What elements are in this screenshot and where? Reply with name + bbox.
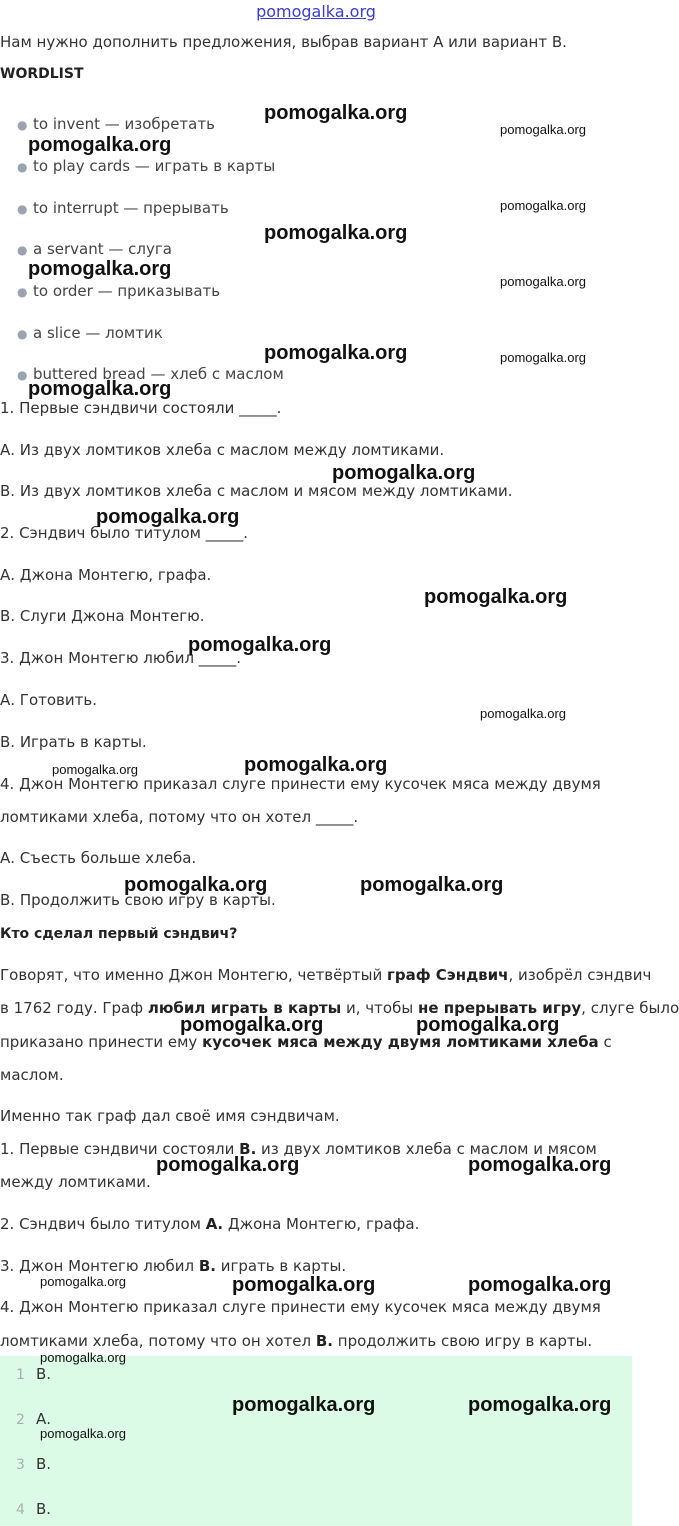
question-1-option-a: А. Из двух ломтиков хлеба с маслом между ломтиками.	[0, 441, 445, 459]
story-line: в 1762 году. Граф любил играть в карты и, чтобы не прерывать игру, слуге было	[0, 999, 679, 1017]
watermark: pomogalka.org	[244, 754, 388, 776]
watermark: pomogalka.org	[180, 1014, 324, 1036]
story-closing: Именно так граф дал своё имя сэндвичам.	[0, 1107, 340, 1125]
watermark: pomogalka.org	[52, 762, 138, 777]
watermark: pomogalka.org	[40, 1426, 126, 1441]
watermark: pomogalka.org	[232, 1394, 376, 1416]
question-4-line-1: 4. Джон Монтегю приказал слуге принести ему кусочек мяса между двумя	[0, 775, 601, 793]
bullet-icon: ●	[17, 242, 28, 257]
wordlist-heading: WORDLIST	[0, 66, 84, 82]
bullet-icon: ●	[17, 159, 28, 174]
watermark: pomogalka.org	[468, 1154, 612, 1176]
watermark: pomogalka.org	[124, 874, 268, 896]
watermark: pomogalka.org	[96, 506, 240, 528]
watermark: pomogalka.org	[500, 198, 586, 213]
watermark: pomogalka.org	[360, 874, 504, 896]
answer-row: 2 А.	[16, 1410, 52, 1428]
question-4-line-2: ломтиками хлеба, потому что он хотел _____.	[0, 808, 359, 826]
watermark: pomogalka.org	[468, 1394, 612, 1416]
filled-sentence-1: 1. Первые сэндвичи состояли B. из двух ломтиков хлеба с маслом и мясом	[0, 1140, 597, 1158]
watermark: pomogalka.org	[332, 462, 476, 484]
watermark: pomogalka.org	[28, 378, 172, 400]
watermark: pomogalka.org	[156, 1154, 300, 1176]
answer-row: 1 B.	[16, 1365, 52, 1383]
watermark: pomogalka.org	[416, 1014, 560, 1036]
question-1-option-b: B. Из двух ломтиков хлеба с маслом и мясом между ломтиками.	[0, 482, 513, 500]
wordlist-item: ● a slice — ломтик	[17, 324, 163, 342]
intro-text: Нам нужно дополнить предложения, выбрав вариант A или вариант B.	[0, 33, 567, 51]
question-1: 1. Первые сэндвичи состояли _____.	[0, 399, 282, 417]
story-line: маслом.	[0, 1066, 64, 1084]
wordlist-item: ● to play cards — играть в карты	[17, 157, 276, 175]
watermark: pomogalka.org	[28, 134, 172, 156]
bullet-icon: ●	[17, 326, 28, 341]
question-3-option-b: B. Играть в карты.	[0, 733, 147, 751]
answer-row: 4 B.	[16, 1500, 52, 1518]
filled-sentence-1-line-2: между ломтиками.	[0, 1173, 151, 1191]
watermark: pomogalka.org	[500, 122, 586, 137]
watermark: pomogalka.org	[500, 274, 586, 289]
story-line: приказано принести ему кусочек мяса между двумя ломтиками хлеба с	[0, 1033, 612, 1051]
question-2-option-b: B. Слуги Джона Монтегю.	[0, 607, 205, 625]
answer-panel	[0, 1356, 632, 1526]
watermark: pomogalka.org	[500, 350, 586, 365]
answer-row: 3 B.	[16, 1455, 52, 1473]
watermark: pomogalka.org	[28, 258, 172, 280]
watermark: pomogalka.org	[264, 222, 408, 244]
bullet-icon: ●	[17, 284, 28, 299]
watermark: pomogalka.org	[468, 1274, 612, 1296]
wordlist-item: ● to invent — изобретать	[17, 115, 215, 133]
watermark: pomogalka.org	[264, 342, 408, 364]
bullet-icon: ●	[17, 367, 28, 382]
question-2: 2. Сэндвич было титулом _____.	[0, 524, 249, 542]
watermark: pomogalka.org	[188, 634, 332, 656]
watermark: pomogalka.org	[264, 102, 408, 124]
wordlist-item: ● to order — приказывать	[17, 282, 221, 300]
question-4-option-b: B. Продолжить свою игру в карты.	[0, 891, 276, 909]
watermark: pomogalka.org	[232, 1274, 376, 1296]
bullet-icon: ●	[17, 201, 28, 216]
watermark: pomogalka.org	[424, 586, 568, 608]
question-3: 3. Джон Монтегю любил _____.	[0, 649, 242, 667]
watermark: pomogalka.org	[480, 706, 566, 721]
bullet-icon: ●	[17, 117, 28, 132]
wordlist-item: ● a servant — слуга	[17, 240, 172, 258]
filled-sentence-2: 2. Сэндвич было титулом А. Джона Монтегю, графа.	[0, 1215, 420, 1233]
filled-sentence-4: 4. Джон Монтегю приказал слуге принести ему кусочек мяса между двумя	[0, 1298, 601, 1316]
watermark: pomogalka.org	[40, 1274, 126, 1289]
filled-sentence-4-line-2: ломтиками хлеба, потому что он хотел B. продолжить свою игру в карты.	[0, 1332, 593, 1350]
wordlist-item: ● buttered bread — хлеб с маслом	[17, 365, 284, 383]
site-link[interactable]: pomogalka.org	[256, 2, 376, 21]
watermark: pomogalka.org	[40, 1350, 126, 1365]
wordlist-item: ● to interrupt — прерывать	[17, 199, 229, 217]
story-line: Говорят, что именно Джон Монтегю, четвёртый граф Сэндвич, изобрёл сэндвич	[0, 966, 652, 984]
story-title: Кто сделал первый сэндвич?	[0, 926, 238, 942]
question-3-option-a: А. Готовить.	[0, 691, 97, 709]
question-4-option-a: А. Съесть больше хлеба.	[0, 849, 197, 867]
filled-sentence-3: 3. Джон Монтегю любил B. играть в карты.	[0, 1257, 347, 1275]
question-2-option-a: А. Джона Монтегю, графа.	[0, 566, 212, 584]
